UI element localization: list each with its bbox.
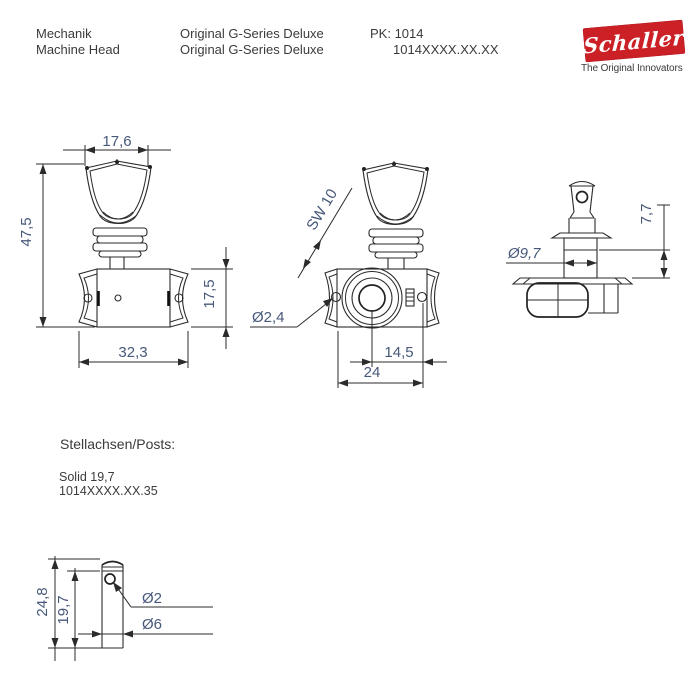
series-name-line1: Original G-Series Deluxe — [180, 26, 324, 41]
posts-section-heading: Stellachsen/Posts: — [60, 436, 176, 452]
series-name-line2: Original G-Series Deluxe — [180, 42, 324, 57]
front-view-drawing — [18, 133, 233, 368]
dim-post-hole-dia: Ø2 — [142, 590, 163, 607]
dim-top-offset: 14,5 — [384, 344, 414, 361]
product-type-en: Machine Head — [36, 42, 120, 57]
post-type: Solid 19,7 — [59, 470, 115, 484]
product-type-de: Mechanik — [36, 26, 92, 41]
dim-front-housing-height: 17,5 — [201, 279, 218, 309]
post-order-code: 1014XXXX.XX.35 — [59, 484, 158, 498]
pk-number: PK: 1014 — [370, 26, 424, 41]
dim-post-height: 19,7 — [55, 595, 72, 625]
dim-front-housing-width: 32,3 — [118, 344, 148, 361]
side-view-drawing — [506, 182, 670, 318]
dim-top-spacing: 24 — [363, 364, 381, 381]
dim-top-wrench-size: SW 10 — [303, 186, 342, 234]
dim-front-total-height: 47,5 — [18, 217, 35, 247]
logo-tagline: The Original Innovators — [581, 63, 683, 74]
dim-top-hole-dia: Ø2,4 — [252, 309, 285, 326]
dim-side-bushing-dia: Ø9,7 — [508, 245, 541, 262]
order-code: 1014XXXX.XX.XX — [393, 42, 499, 57]
dim-side-bushing-height: 7,7 — [638, 203, 655, 225]
dim-post-dia: Ø6 — [142, 616, 163, 633]
dim-front-top-width: 17,6 — [102, 133, 132, 150]
schaller-logo-text: Schaller — [582, 23, 686, 59]
post-detail-drawing — [34, 556, 213, 661]
top-view-drawing — [250, 161, 447, 388]
dim-post-total-height: 24,8 — [34, 587, 51, 617]
